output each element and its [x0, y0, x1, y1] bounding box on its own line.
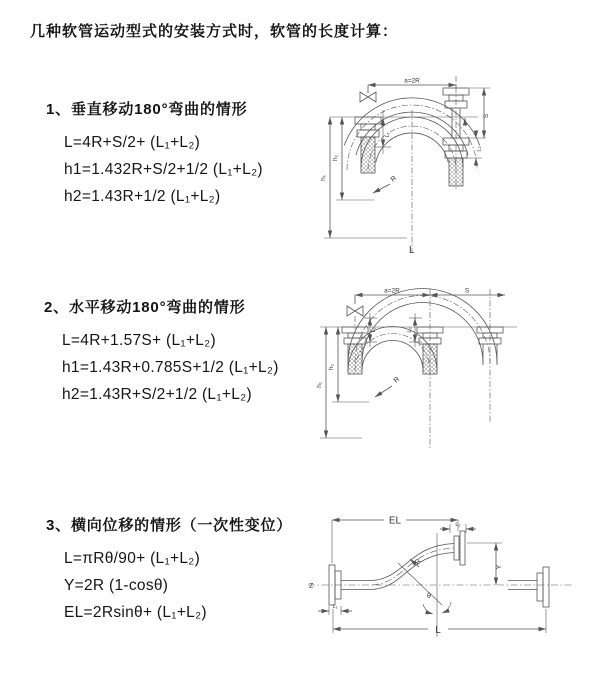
dim-label-y: Y	[496, 564, 503, 570]
dim-label-h1: h₁	[316, 382, 323, 388]
radius-label: R	[389, 174, 399, 184]
braided-hose-section	[449, 158, 463, 186]
angle-theta-label: θ	[427, 593, 431, 600]
dim-label-h1: h₁	[320, 175, 327, 181]
formula-h1: h1=1.43R+0.785S+1/2 (L₁+L₂)	[62, 359, 279, 376]
section-vertical-movement	[46, 100, 263, 210]
dim-label-l1: L₁	[332, 604, 338, 610]
radius-label: R	[414, 557, 423, 567]
diagram-vertical-180-bend	[310, 70, 580, 258]
formula-length: L=4R+S/2+ (L₁+L₂)	[64, 134, 201, 151]
formula-el: EL=2Rsinθ+ (L₁+L₂)	[64, 604, 207, 621]
section-1-formulas	[64, 129, 263, 210]
dim-label-l2: L₂	[476, 146, 483, 152]
formula-h2: h2=1.43R+1/2 (L₁+L₂)	[64, 188, 221, 205]
valve-icon	[360, 92, 376, 102]
radius-label: R	[392, 375, 402, 385]
diagram-lateral-displacement	[300, 505, 595, 657]
dim-label-l1: L₁	[385, 132, 391, 138]
diagram-horizontal-180-bend	[312, 283, 597, 458]
dim-label-l2: L₂	[455, 522, 461, 528]
section-2-formulas	[62, 327, 279, 408]
length-label: L	[435, 625, 441, 636]
dim-label-a2r: a=2R	[384, 287, 400, 295]
section-2-heading: 2、水平移动180°弯曲的情形	[44, 299, 246, 316]
section-1-heading: 1、垂直移动180°弯曲的情形	[46, 101, 248, 118]
section-lateral-displacement	[46, 516, 292, 626]
dim-label-l2: L₂	[407, 327, 413, 333]
section-3-formulas	[64, 545, 292, 626]
dim-label-l1: L₁	[371, 327, 377, 333]
dim-label-s: S	[483, 113, 490, 119]
length-label: L	[409, 245, 415, 256]
valve-icon	[347, 306, 363, 316]
formula-h1: h1=1.432R+S/2+1/2 (L₁+L₂)	[64, 161, 263, 178]
dim-label-el: EL	[388, 515, 402, 527]
section-3-heading: 3、横向位移的情形（一次性变位）	[46, 517, 293, 534]
dim-label-a2r: a=2R	[404, 77, 420, 85]
dim-label-h2: h₂	[328, 363, 335, 371]
formula-h2: h2=1.43R+S/2+1/2 (L₁+L₂)	[62, 386, 252, 403]
axis-z-mark: Z	[309, 583, 314, 590]
section-horizontal-movement	[44, 298, 279, 408]
formula-length: L=4R+1.57S+ (L₁+L₂)	[62, 332, 216, 349]
dim-label-h2: h₂	[332, 154, 339, 162]
formula-length: L=πRθ/90+ (L₁+L₂)	[64, 550, 201, 567]
page-title: 几种软管运动型式的安装方式时，软管的长度计算：	[30, 23, 399, 40]
formula-y: Y=2R (1-cosθ)	[64, 577, 169, 594]
dim-label-s: S	[464, 287, 470, 295]
